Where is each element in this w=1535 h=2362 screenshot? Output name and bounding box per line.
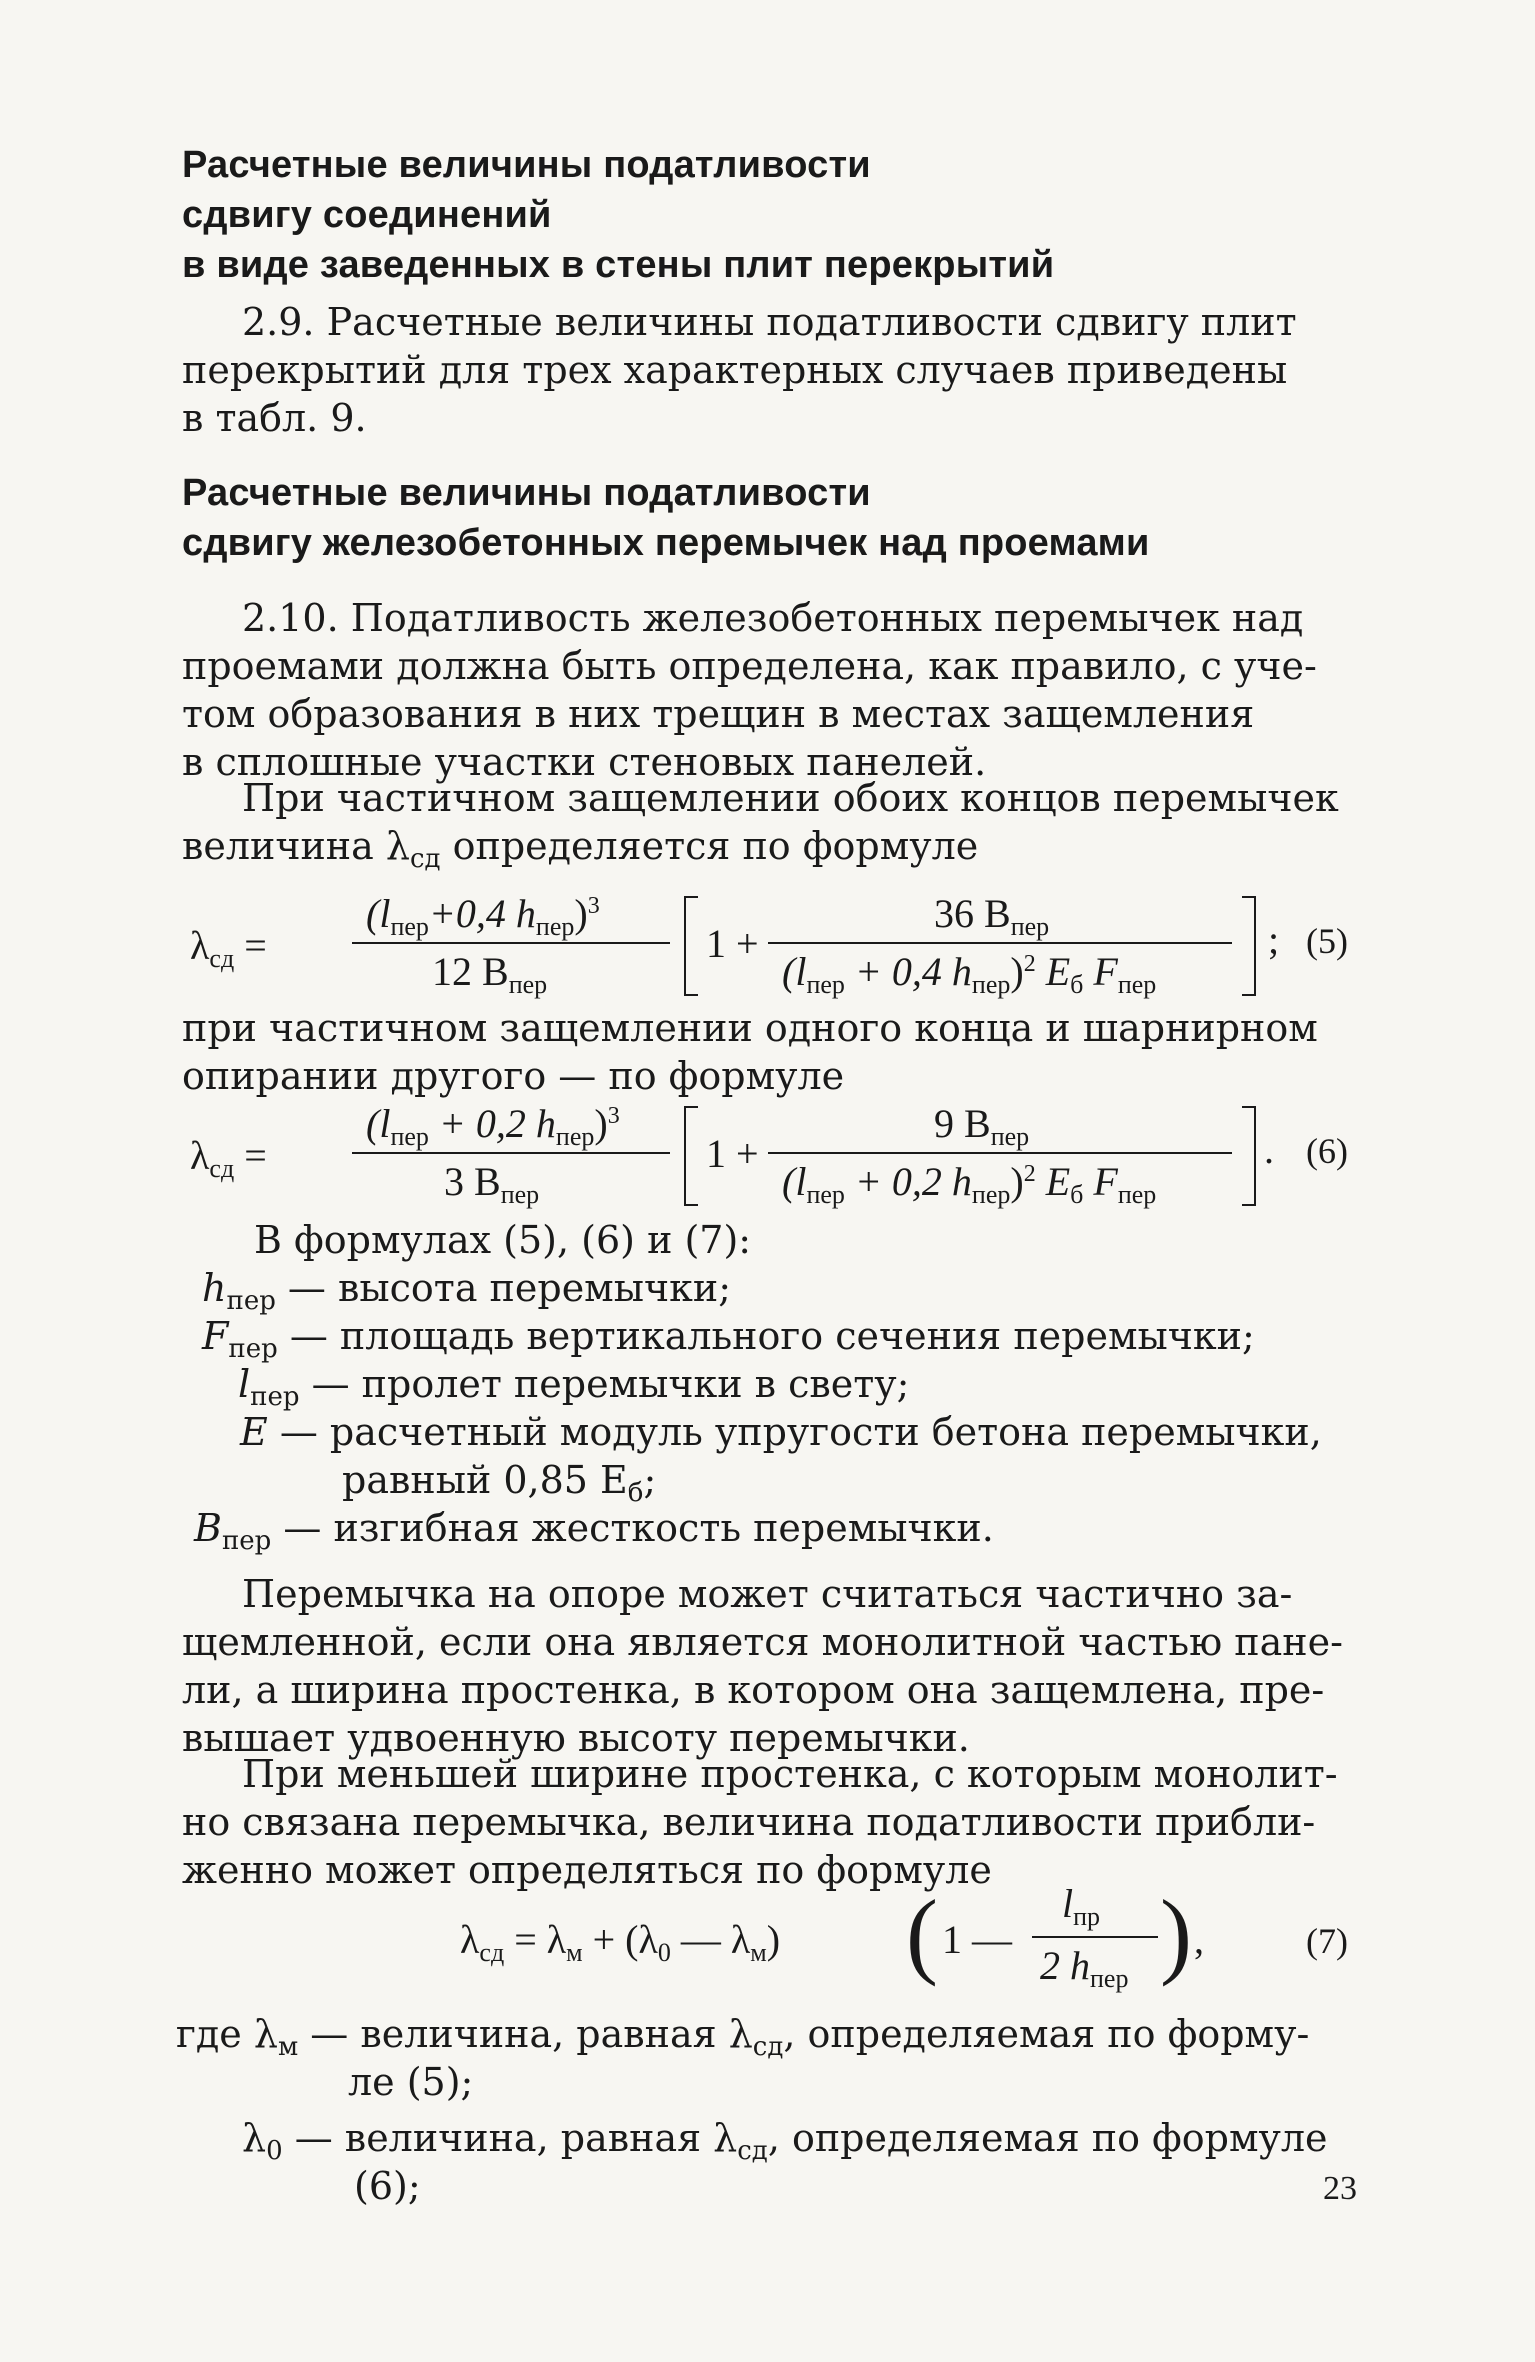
term: +0,4 h <box>428 891 536 936</box>
paragraph-line: 2.10. Податливость железобетонных перемычек над <box>242 596 1304 640</box>
paragraph-partial-clamping-line2 <box>182 822 978 883</box>
definition-text: , определяемая по формуле <box>767 2116 1328 2160</box>
definition-text: — площадь вертикального сечения перемычки; <box>277 1314 1255 1358</box>
subscript: сд <box>209 944 235 973</box>
subscript: м <box>566 1938 583 1967</box>
subscript: пер <box>390 1122 429 1151</box>
period: . <box>1264 1127 1274 1172</box>
subscript: пер <box>226 1286 276 1316</box>
term: l <box>1062 1881 1074 1926</box>
fraction1-denominator <box>432 948 547 1000</box>
text-fragment: определяется по формуле <box>440 824 979 868</box>
subscript: б <box>627 1478 644 1508</box>
fraction-denominator <box>1040 1942 1128 1994</box>
term: 3 B <box>444 1159 501 1204</box>
subscript: б <box>1070 970 1084 999</box>
term: (l <box>366 1101 391 1146</box>
symbol: B <box>194 1506 222 1550</box>
subscript: пер <box>1010 912 1050 941</box>
paragraph-2-10-cont <box>182 642 1357 786</box>
term: — λ <box>670 1917 751 1962</box>
term: ) <box>766 1917 781 1962</box>
subscript: сд <box>209 1154 235 1183</box>
fraction2-denominator <box>782 948 1156 1000</box>
formula-lhs <box>190 922 267 974</box>
paragraph-line: проемами должна быть определена, как правило, с уче- <box>182 644 1317 688</box>
equation-number: (7) <box>1306 1921 1348 1961</box>
term: ) <box>574 891 588 936</box>
comma: , <box>1194 1917 1204 1962</box>
left-bracket <box>684 1106 698 1206</box>
fraction1-denominator <box>444 1158 539 1210</box>
formula-lhs <box>190 1132 267 1184</box>
subscript: пер <box>228 1334 278 1364</box>
symbol: F <box>202 1314 229 1358</box>
term: + 0,2 h <box>428 1101 556 1146</box>
paragraph-narrow-pier <box>182 1750 1357 1798</box>
fraction-bar <box>352 942 670 944</box>
subscript: сд <box>752 2032 784 2062</box>
term: F <box>1083 949 1118 994</box>
definition-text: ; <box>643 1458 657 1502</box>
subscript: сд <box>479 1938 505 1967</box>
paragraph-line: перекрытий для трех характерных случаев приведены <box>182 348 1288 392</box>
equals: = <box>244 923 267 968</box>
left-bracket <box>684 896 698 996</box>
heading-line: Расчетные величины податливости <box>182 144 871 186</box>
term: + (λ <box>582 1917 658 1962</box>
fraction1-numerator <box>366 1100 620 1152</box>
subscript: пер <box>806 970 845 999</box>
subscript: пер <box>535 912 575 941</box>
heading-line: Расчетные величины податливости <box>182 472 871 514</box>
term: + 0,4 h <box>844 949 972 994</box>
term: ) <box>1010 949 1024 994</box>
paragraph-line: щемленной, если она является монолитной частью пане- <box>182 1620 1343 1664</box>
term: 9 B <box>934 1101 991 1146</box>
definition-text: — величина, равная λ <box>298 2012 753 2056</box>
paragraph-support <box>182 1570 1357 1618</box>
heading-line: в виде заведенных в стены плит перекрытий <box>182 244 1055 286</box>
subscript: 0 <box>266 2136 283 2166</box>
symbol: λ <box>190 1133 210 1178</box>
subscript: пер <box>508 970 548 999</box>
term: F <box>1083 1159 1118 1204</box>
term: 12 B <box>432 949 509 994</box>
superscript: 2 <box>1023 1161 1036 1187</box>
semicolon: ; <box>1268 917 1280 962</box>
definition-text: , определяемая по форму- <box>783 2012 1310 2056</box>
heading-line: сдвигу соединений <box>182 194 552 236</box>
symbol: E <box>240 1410 268 1454</box>
symbol: λ <box>242 2116 267 2160</box>
subscript: пр <box>1073 1902 1101 1931</box>
symbol: где λ <box>176 2012 278 2056</box>
heading-line: сдвигу железобетонных перемычек над проемами <box>182 522 1150 564</box>
term: + 0,2 h <box>844 1159 972 1204</box>
subscript: сд <box>409 844 441 874</box>
symbol: h <box>202 1266 227 1310</box>
paragraph-line: 2.9. Расчетные величины податливости сдвигу плит <box>242 300 1297 344</box>
definition-e <box>240 1408 1322 1456</box>
subscript: пер <box>990 1122 1030 1151</box>
paragraph-line: вышает удвоенную высоту перемычки. <box>182 1716 970 1760</box>
paragraph-line: при частичном защемлении одного конца и шарнирном <box>182 1006 1318 1050</box>
subscript: м <box>277 2032 299 2062</box>
term: (l <box>366 891 391 936</box>
symbol: λ <box>190 923 210 968</box>
subscript: пер <box>1090 1964 1129 1993</box>
paragraph-line: опирании другого — по формуле <box>182 1054 845 1098</box>
definition-text: — пролет перемычки в свету; <box>299 1362 910 1406</box>
definition-text: — расчетный модуль упругости бетона перемычки, <box>267 1410 1322 1454</box>
term: (l <box>782 949 807 994</box>
paragraph-line: ли, а ширина простенка, в котором она защемлена, пре- <box>182 1668 1325 1712</box>
where-lambda-0-cont: (6); <box>354 2164 421 2208</box>
paragraph-partial-clamping <box>182 774 1357 822</box>
subscript: пер <box>221 1526 272 1556</box>
term: ) <box>594 1101 608 1146</box>
where-lambda-m <box>176 2010 1309 2071</box>
fraction-bar <box>768 1152 1232 1154</box>
right-bracket <box>1242 1106 1256 1206</box>
paragraph-line: в сплошные участки стеновых панелей. <box>182 740 987 784</box>
subscript: пер <box>1117 1180 1157 1209</box>
one-plus: 1 + <box>706 921 759 966</box>
equation-number: (6) <box>1306 1131 1348 1171</box>
subscript: пер <box>1117 970 1157 999</box>
section-heading-joints <box>182 140 1054 290</box>
one-plus: 1 + <box>706 1131 759 1176</box>
subscript: пер <box>390 912 429 941</box>
symbol: l <box>238 1362 251 1406</box>
equals: = <box>244 1133 267 1178</box>
superscript: 2 <box>1023 951 1036 977</box>
fraction-numerator <box>1062 1880 1100 1932</box>
subscript: м <box>750 1938 767 1967</box>
formula-5 <box>182 890 1357 1000</box>
subscript: пер <box>250 1382 300 1412</box>
equation-number: (5) <box>1306 921 1348 961</box>
subscript: пер <box>555 1122 595 1151</box>
document-page <box>176 0 1357 2362</box>
right-bracket <box>1242 896 1256 996</box>
fraction2-denominator <box>782 1158 1156 1210</box>
term: E <box>1035 949 1071 994</box>
fraction2-numerator <box>934 890 1049 942</box>
paragraph-line: При частичном защемлении обоих концов перемычек <box>242 776 1339 820</box>
paragraph-line: женно может определяться по формуле <box>182 1848 992 1892</box>
symbol: λ <box>460 1917 480 1962</box>
paragraph-line: но связана перемычка, величина податливости прибли- <box>182 1800 1316 1844</box>
paragraph-line: При меньшей ширине простенка, с которым монолит- <box>242 1752 1338 1796</box>
right-paren: ) <box>1160 1880 1192 1987</box>
term: ) <box>1010 1159 1024 1204</box>
paragraph-2-10 <box>182 594 1357 642</box>
definitions-intro: В формулах (5), (6) и (7): <box>254 1218 752 1262</box>
superscript: 3 <box>607 1103 620 1129</box>
term: 2 h <box>1040 1943 1090 1988</box>
definition-text: — величина, равная λ <box>282 2116 738 2160</box>
formula-7 <box>182 1880 1357 2000</box>
paragraph-2-9 <box>182 298 1357 346</box>
subscript: пер <box>971 970 1011 999</box>
definition-text: равный 0,85 E <box>342 1458 628 1502</box>
definition-text: — изгибная жесткость перемычки. <box>271 1506 994 1550</box>
subscript: пер <box>806 1180 845 1209</box>
paragraph-2-9-cont <box>182 346 1357 442</box>
paragraph-one-end <box>182 1004 1357 1100</box>
text-fragment: величина λ <box>182 824 410 868</box>
formula-6 <box>182 1100 1357 1210</box>
subscript: пер <box>500 1180 540 1209</box>
subscript: 0 <box>657 1938 671 1967</box>
fraction-bar <box>768 942 1232 944</box>
fraction-bar <box>1032 1936 1158 1938</box>
term: = λ <box>504 1917 567 1962</box>
definition-text: — высота перемычки; <box>275 1266 731 1310</box>
paragraph-support-cont <box>182 1618 1357 1762</box>
formula7-main <box>460 1916 780 1968</box>
paragraph-line: в табл. 9. <box>182 396 367 440</box>
term: (l <box>782 1159 807 1204</box>
term: 36 B <box>934 891 1011 936</box>
one-minus: 1 — <box>942 1917 1012 1962</box>
subscript: сд <box>737 2136 768 2166</box>
fraction1-numerator <box>366 890 600 942</box>
definition-b <box>194 1504 994 1565</box>
subscript: б <box>1070 1180 1084 1209</box>
superscript: 3 <box>587 893 600 919</box>
subscript: пер <box>971 1180 1011 1209</box>
fraction-bar <box>352 1152 670 1154</box>
section-heading-lintels <box>182 468 1150 568</box>
page-number: 23 <box>1323 2170 1357 2207</box>
term: E <box>1035 1159 1071 1204</box>
left-paren: ( <box>906 1880 938 1987</box>
paragraph-line: том образования в них трещин в местах защемления <box>182 692 1255 736</box>
fraction2-numerator <box>934 1100 1029 1152</box>
paragraph-line: Перемычка на опоре может считаться частично за- <box>242 1572 1293 1616</box>
where-lambda-m-cont: ле (5); <box>348 2060 474 2104</box>
